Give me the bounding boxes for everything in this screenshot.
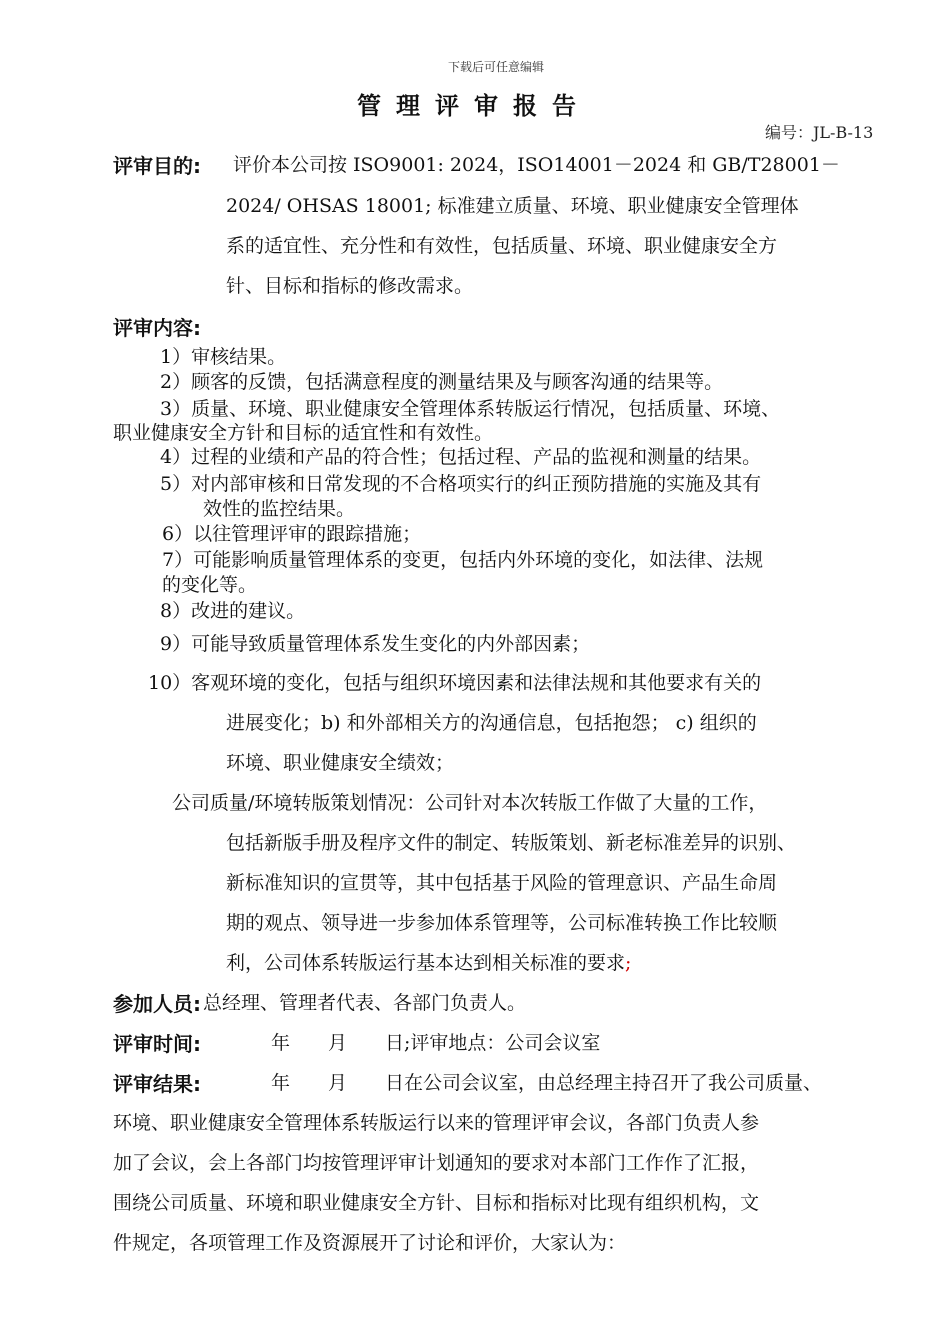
- result-line: 加了会议，会上各部门均按管理评审计划通知的要求对本部门工作作了汇报，: [113, 1152, 760, 1174]
- planning-line-5-text: 利，公司体系转版运行基本达到相关标准的要求: [226, 952, 626, 974]
- content-item: 环境、职业健康安全绩效；: [226, 752, 455, 774]
- content-item: 1）审核结果。: [160, 346, 287, 368]
- result-line: 环境、职业健康安全管理体系转版运行以来的管理评审会议，各部门负责人参: [113, 1112, 760, 1134]
- participants-text: 总经理、管理者代表、各部门负责人。: [203, 992, 527, 1014]
- time-text: 年 月 日;评审地点：公司会议室: [271, 1032, 601, 1054]
- content-item: 职业健康安全方针和目标的适宜性和有效性。: [113, 422, 494, 444]
- result-label: 评审结果:: [113, 1072, 201, 1096]
- content-item: 9）可能导致质量管理体系发生变化的内外部因素；: [160, 633, 591, 655]
- purpose-line-2: 2024/ OHSAS 18001; 标准建立质量、环境、职业健康安全管理体: [226, 195, 799, 217]
- time-label: 评审时间:: [113, 1032, 201, 1056]
- content-item: 5）对内部审核和日常发现的不合格项实行的纠正预防措施的实施及其有: [160, 473, 762, 495]
- purpose-line-4: 针、目标和指标的修改需求。: [226, 275, 474, 297]
- content-item: 的变化等。: [162, 574, 258, 596]
- result-line: 围绕公司质量、环境和职业健康安全方针、目标和指标对比现有组织机构，文: [113, 1192, 760, 1214]
- planning-line-2: 包括新版手册及程序文件的制定、转版策划、新老标准差异的识别、: [226, 832, 797, 854]
- content-item: 2）顾客的反馈，包括满意程度的测量结果及与顾客沟通的结果等。: [160, 371, 724, 393]
- page-title: 管理评审报告: [357, 92, 591, 120]
- result-first-line: 年 月 日在公司会议室，由总经理主持召开了我公司质量、: [271, 1072, 823, 1094]
- purpose-line-1: 评价本公司按 ISO9001: 2024，ISO14001－2024 和 GB/T28001－: [233, 154, 840, 176]
- participants-label: 参加人员:: [113, 992, 201, 1016]
- header-note: 下载后可任意编辑: [448, 60, 545, 74]
- content-label: 评审内容:: [113, 316, 201, 340]
- content-item: 4）过程的业绩和产品的符合性；包括过程、产品的监视和测量的结果。: [160, 446, 762, 468]
- content-item: 效性的监控结果。: [203, 498, 356, 520]
- content-item: 进展变化；b) 和外部相关方的沟通信息，包括抱怨； c) 组织的: [226, 712, 757, 734]
- planning-line-4: 期的观点、领导进一步参加体系管理等，公司标准转换工作比较顺: [226, 912, 778, 934]
- content-item: 3）质量、环境、职业健康安全管理体系转版运行情况，包括质量、环境、: [160, 398, 781, 420]
- content-item: 6）以往管理评审的跟踪措施；: [162, 523, 422, 545]
- result-line: 件规定，各项管理工作及资源展开了讨论和评价，大家认为：: [113, 1232, 627, 1254]
- planning-line-1: 公司质量/环境转版策划情况：公司针对本次转版工作做了大量的工作，: [172, 792, 768, 814]
- planning-line-5: [226, 948, 631, 975]
- content-item: 10）客观环境的变化，包括与组织环境因素和法律法规和其他要求有关的: [148, 672, 762, 694]
- document-number: 编号：JL-B-13: [765, 123, 874, 142]
- content-item: 7）可能影响质量管理体系的变更，包括内外环境的变化，如法律、法规: [162, 549, 764, 571]
- purpose-line-3: 系的适宜性、充分性和有效性，包括质量、环境、职业健康安全方: [226, 235, 778, 257]
- purpose-label: 评审目的:: [113, 154, 201, 178]
- planning-line-3: 新标准知识的宣贯等，其中包括基于风险的管理意识、产品生命周: [226, 872, 778, 894]
- content-item: 8）改进的建议。: [160, 600, 306, 622]
- red-semicolon: ;: [625, 952, 632, 974]
